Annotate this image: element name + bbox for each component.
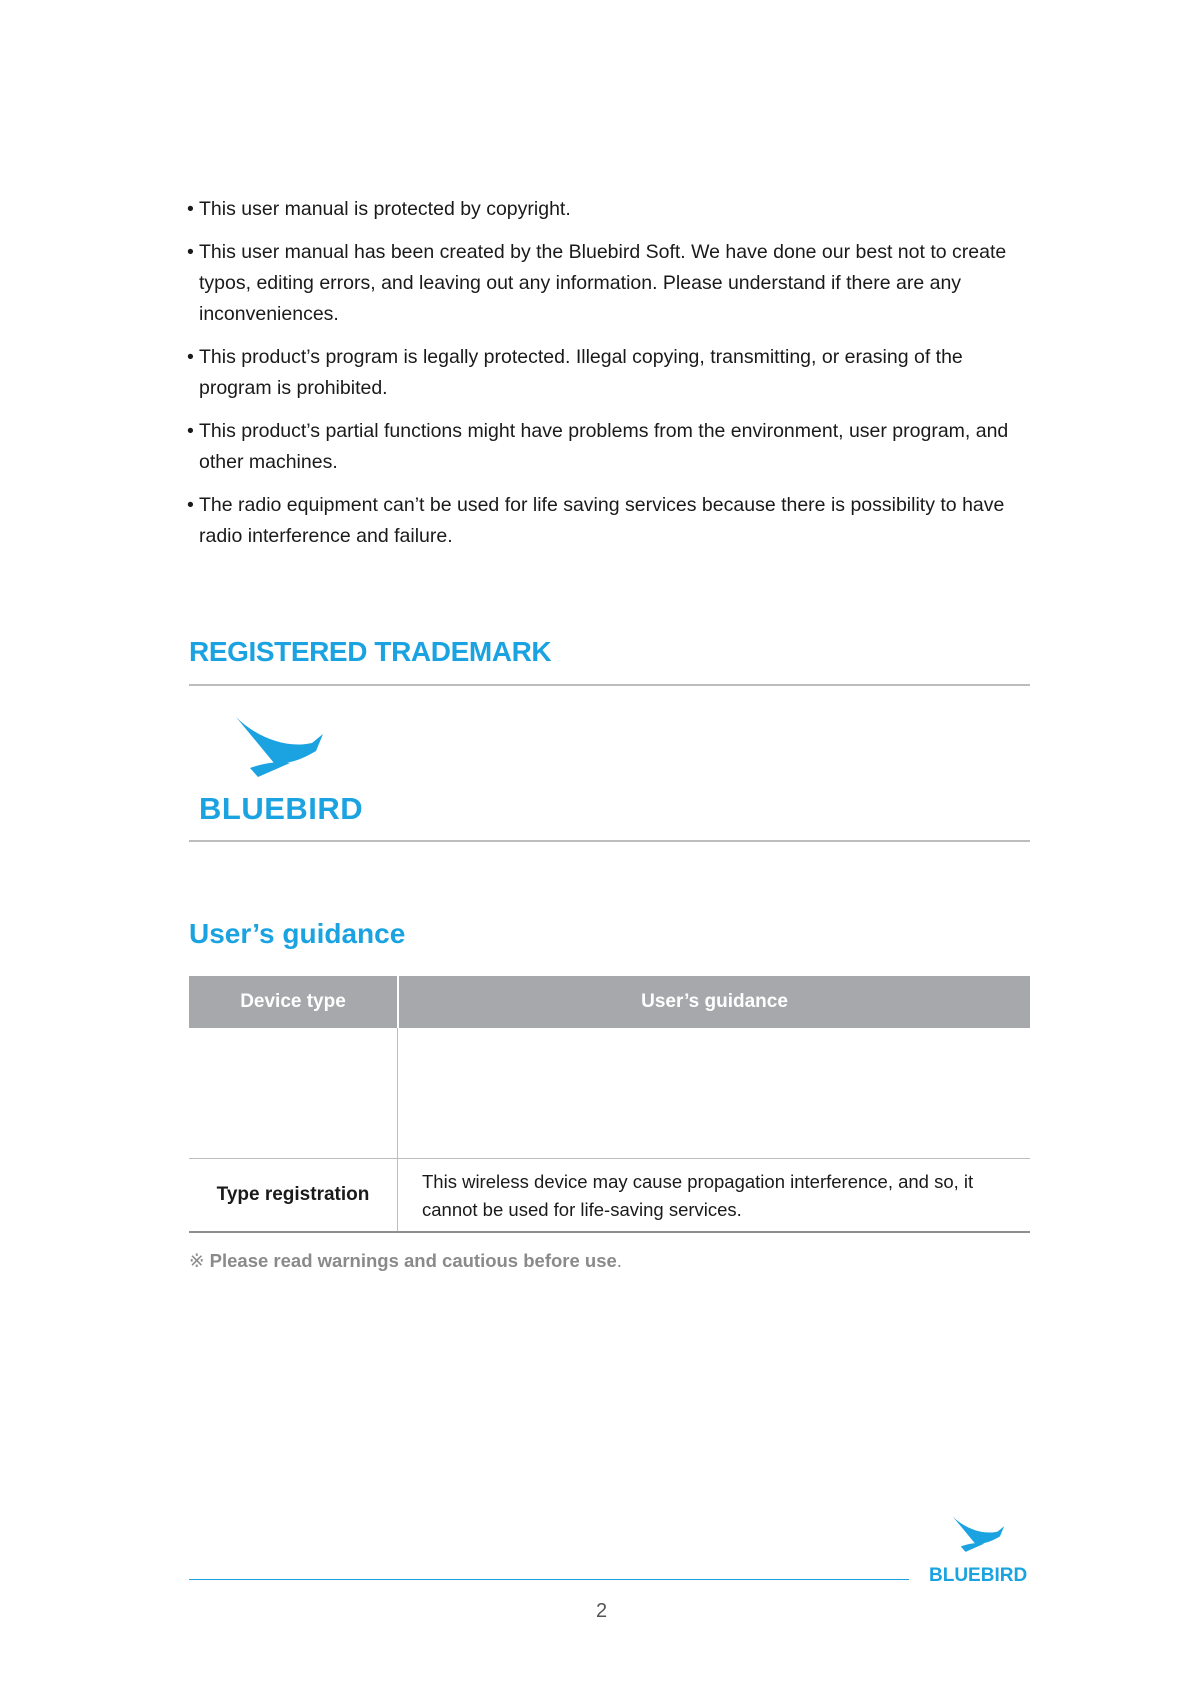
notice-bullet: • The radio equipment can’t be used for life saving services because there is possibility to have radio interference and failure. [187, 490, 1027, 552]
footer-divider [189, 1579, 909, 1580]
warning-note [189, 1250, 622, 1272]
bluebird-trademark-logo [196, 715, 366, 830]
notice-bullet-list [187, 194, 1027, 564]
warning-note-text: Please read warnings and cautious before use [209, 1250, 617, 1271]
notice-bullet: • This product’s partial functions might have problems from the environment, user program, and other machines. [187, 416, 1027, 478]
table-cell-guidance [398, 1028, 1030, 1158]
column-header-device-type: Device type [189, 976, 399, 1028]
column-header-users-guidance: User’s guidance [641, 991, 788, 1012]
registered-trademark-heading: REGISTERED TRADEMARK [189, 636, 552, 667]
warning-note-period: . [616, 1250, 622, 1271]
notice-bullet: • This product’s program is legally protected. Illegal copying, transmitting, or erasing of the program is prohibited. [187, 342, 1027, 404]
footer-bluebird-logo [925, 1515, 1035, 1585]
users-guidance-table [189, 976, 1030, 1233]
bluebird-logo-icon [234, 715, 324, 779]
divider [189, 840, 1030, 842]
notice-bullet: • This user manual has been created by the Bluebird Soft. We have done our best not to create typos, editing errors, and leaving out any information. Please understand if there are any inconveniences. [187, 237, 1027, 330]
table-cell-device-type: Type registration [189, 1159, 398, 1231]
bluebird-logo-icon [951, 1515, 1005, 1553]
users-guidance-heading: User’s guidance [189, 918, 406, 949]
table-cell-guidance: This wireless device may cause propagation interference, and so, it cannot be used for life-saving services. [422, 1171, 974, 1220]
table-row [189, 1159, 1030, 1233]
table-header-row [189, 976, 1030, 1028]
divider [189, 684, 1030, 686]
footer-bluebird-wordmark: BLUEBIRD [929, 1565, 1028, 1586]
bluebird-wordmark: BLUEBIRD [199, 791, 364, 826]
notice-bullet: • This user manual is protected by copyright. [187, 194, 1027, 225]
reference-mark-icon: ※ [189, 1250, 205, 1271]
table-row [189, 1028, 1030, 1159]
table-cell-device-type [189, 1028, 398, 1158]
page-number: 2 [596, 1600, 608, 1622]
